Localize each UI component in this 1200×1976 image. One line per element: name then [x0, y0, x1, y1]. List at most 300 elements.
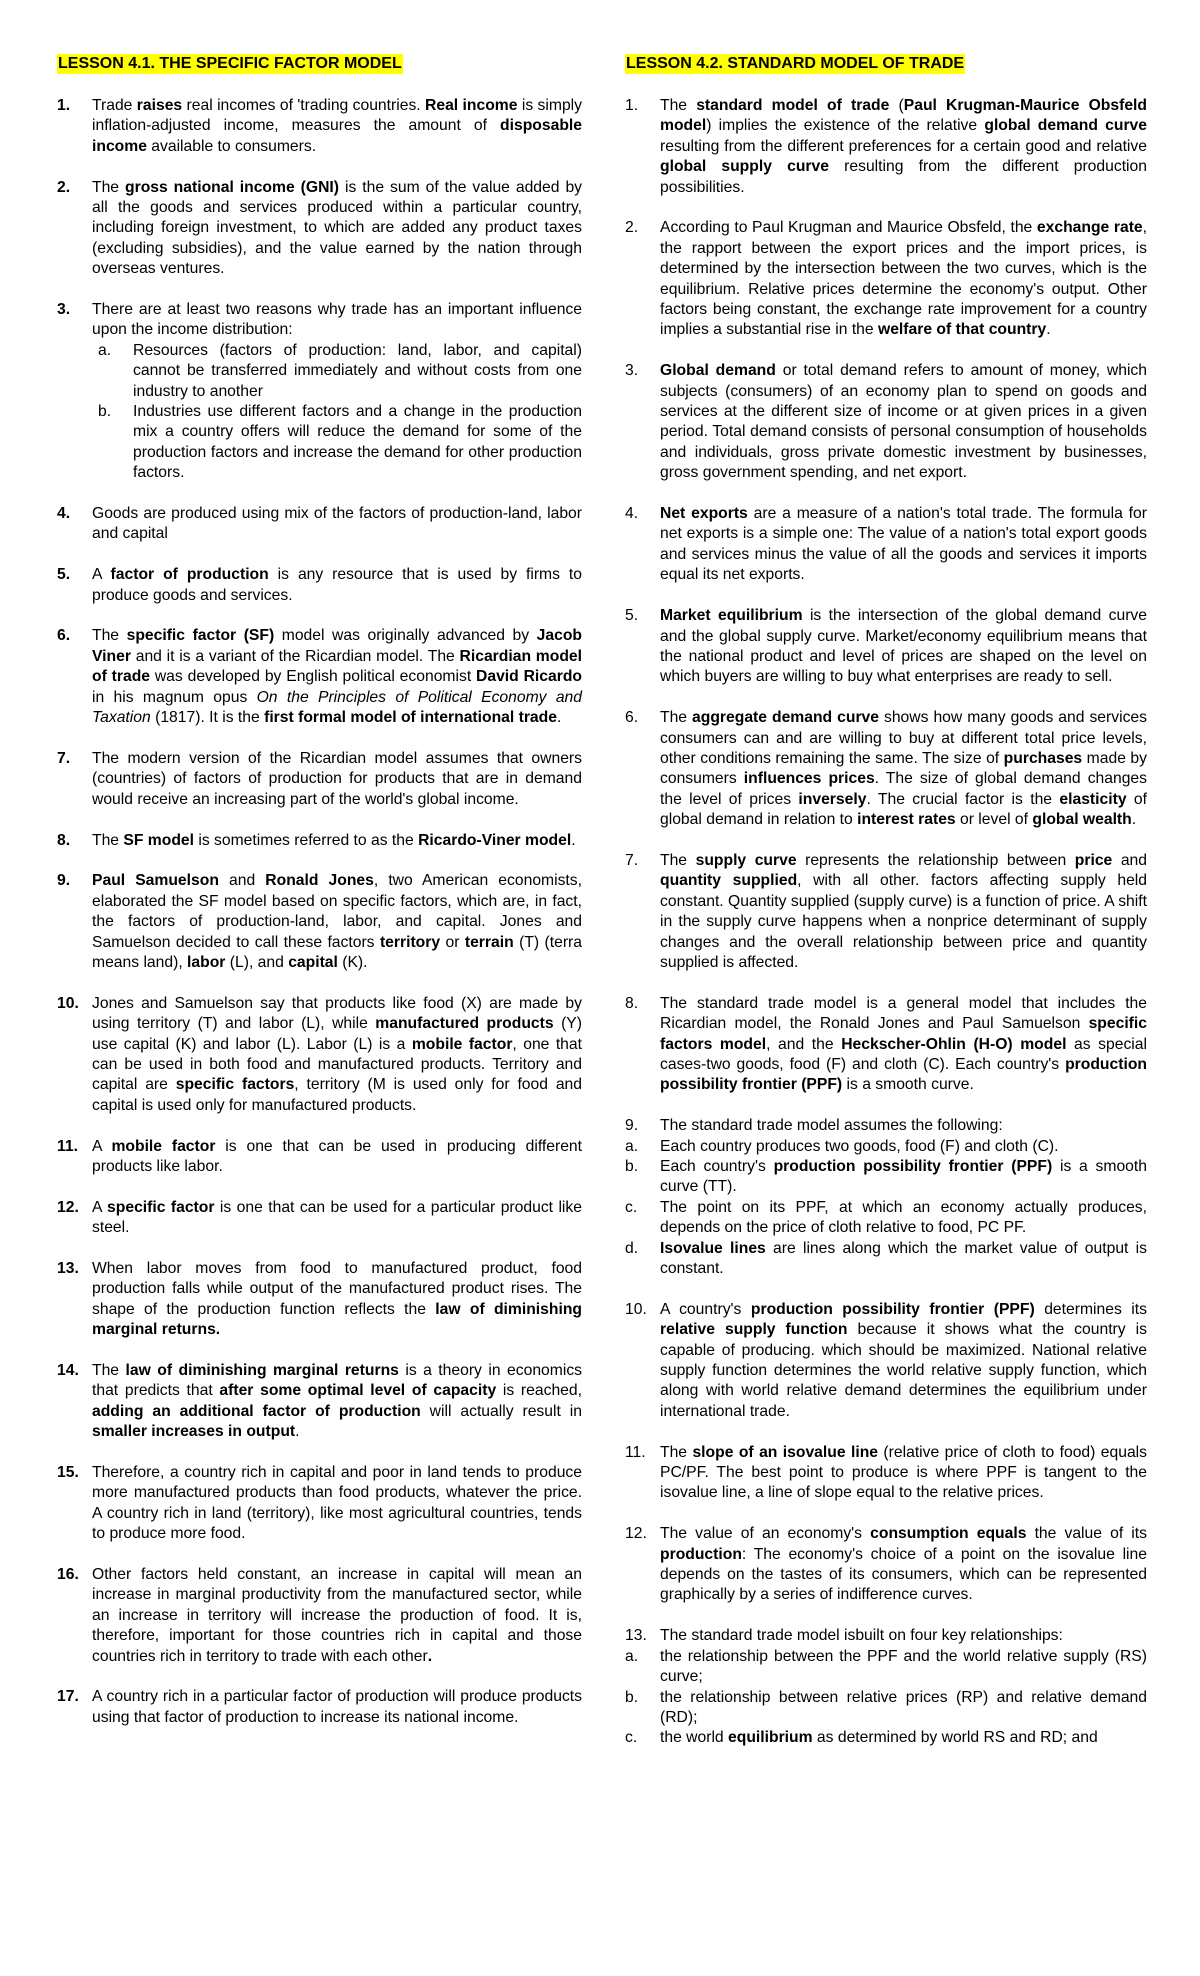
bold-term: standard model of trade	[696, 97, 890, 114]
item-number: 16.	[57, 1566, 79, 1584]
bold-term: Ronald Jones	[265, 872, 374, 890]
item-text	[92, 300, 582, 484]
item-text	[92, 1687, 582, 1728]
bold-term: SF model	[123, 831, 194, 849]
bold-term: .	[427, 1647, 433, 1665]
list-item	[625, 96, 1147, 198]
bold-term: specific factors	[175, 1076, 295, 1094]
item-paragraph	[92, 1137, 582, 1178]
bold-term: Ricardo-Viner model	[418, 831, 572, 849]
text-run: A	[92, 1198, 108, 1216]
text-run: The standard trade model isbuilt on four key relationships:	[660, 1627, 1063, 1645]
left-column	[57, 54, 582, 1749]
bold-term: Global demand	[660, 362, 776, 380]
item-text	[660, 218, 1147, 340]
item-number: 10.	[625, 1300, 647, 1318]
left-item-list	[57, 96, 582, 1728]
text-run: .	[556, 709, 562, 727]
text-run: A	[92, 1137, 112, 1155]
sub-item	[625, 1728, 1147, 1748]
text-run: or total demand refers to amount of money, which subjects (consumers) of an economy plan to spend on goods and services at the different size of income or at given prices in a given period. Total demand consists of personal consumption of households and individuals, gross private domestic investment by businesses, gross government spending, and net export.	[660, 362, 1147, 482]
bold-term: manufactured products	[375, 1015, 554, 1033]
list-item	[57, 994, 582, 1116]
item-text	[625, 1116, 1147, 1279]
item-paragraph	[660, 708, 1147, 830]
text-run: Industries use different factors and a change in the production mix a country offers will reduce the demand for some of the production factors and increase the demand for other production factors.	[133, 403, 582, 482]
text-run: (T) (terra means land),	[92, 933, 583, 971]
bold-term: aggregate demand curve	[692, 709, 879, 727]
item-number: 4.	[625, 505, 639, 523]
item-text	[92, 96, 582, 157]
item-number: 2.	[57, 178, 71, 196]
item-paragraph	[92, 300, 582, 341]
item-number: 7.	[57, 749, 71, 767]
sub-item-text	[660, 1157, 1147, 1198]
text-run: is a smooth curve (TT).	[660, 1158, 1147, 1196]
bold-term: specific factor (SF)	[126, 627, 275, 645]
sub-item-letter: b.	[98, 403, 112, 421]
bold-term: purchases	[1003, 749, 1083, 767]
text-run: , two American economists, elaborated the SF model based on specific factors, which are, in fact, the factors of production-land, labor, and capital. Jones and Samuelson decided to call these factors	[92, 872, 582, 951]
text-run: is a smooth curve.	[842, 1076, 974, 1094]
bold-term: inversely	[798, 790, 867, 808]
text-run: determines its	[1034, 1300, 1147, 1318]
text-run: was developed by English political economist	[150, 668, 477, 686]
item-number: 5.	[625, 607, 639, 625]
item-text	[660, 1443, 1147, 1504]
list-item	[625, 708, 1147, 830]
text-run: in his magnum opus	[92, 688, 257, 706]
bold-term: supply curve	[695, 851, 797, 869]
item-number: 2.	[625, 219, 639, 237]
item-text	[92, 871, 582, 973]
item-paragraph	[92, 1463, 582, 1545]
bold-term: mobile factor	[111, 1137, 216, 1155]
item-text	[660, 504, 1147, 586]
item-paragraph	[660, 96, 1147, 198]
text-run: The	[660, 851, 696, 869]
item-paragraph	[660, 1443, 1147, 1504]
bold-term: raises	[136, 97, 183, 114]
text-run: , one that can be used in both food and manufactured products. Territory and capital are	[92, 1035, 582, 1094]
list-item	[57, 1137, 582, 1178]
item-text	[660, 361, 1147, 483]
text-run: is the intersection of the global demand curve and the global supply curve. Market/economy equilibrium means that the national product and level of prices are shaped on the level on which buyers are willing to buy what enterprises are ready to sell.	[660, 607, 1147, 686]
text-run: are a measure of a nation's total trade. The formula for net exports is a simple one: The value of a nation's total export goods and services minus the value of all the goods and services it imports equal its net exports.	[660, 505, 1147, 584]
sub-list	[92, 341, 582, 484]
text-run: , the rapport between the export prices and the import prices, is determined by the intersection between the two curves, which is the equilibrium. Relative prices determine the economy's output. Other factors being constant, the exchange rate improvement for a country implies a substantial rise in the	[660, 219, 1147, 339]
text-run: A	[92, 566, 111, 584]
list-item	[625, 504, 1147, 586]
bold-term: Real income	[425, 97, 518, 114]
item-number: 13.	[625, 1627, 647, 1645]
list-item	[57, 1687, 582, 1728]
text-run: .	[1131, 811, 1137, 829]
bold-term: production possibility frontier (PPF)	[660, 1055, 1147, 1094]
item-number: 12.	[625, 1525, 647, 1543]
text-run: There are at least two reasons why trade has an important influence upon the income distribution:	[92, 301, 582, 339]
text-run: is simply inflation-adjusted income, measures the amount of	[92, 97, 582, 135]
sub-item	[625, 1198, 1147, 1239]
item-paragraph	[92, 178, 582, 280]
sub-item-letter: a.	[625, 1137, 639, 1155]
item-text	[92, 1198, 582, 1239]
sub-item	[92, 402, 582, 484]
item-number: 1.	[57, 97, 71, 114]
text-run: , with all other. factors affecting supply held constant. Quantity supplied (supply curve) is a function of price. A shift in the supply curve happens when a nonprice determinant of supply changes and the overall relationship between price and quantity supplied is affected.	[660, 872, 1148, 971]
text-run: . The size of global demand changes the level of prices	[660, 770, 1147, 808]
text-run: resulting from the different preferences for a certain good and relative	[660, 137, 1147, 155]
item-paragraph	[92, 831, 582, 851]
item-text	[92, 1137, 582, 1178]
sub-list	[625, 1137, 1147, 1280]
list-item	[625, 994, 1147, 1096]
bold-term: Paul Samuelson	[92, 872, 219, 890]
text-run: is any resource that is used by firms to produce goods and services.	[92, 566, 582, 604]
item-text	[92, 994, 582, 1116]
sub-item-text	[660, 1239, 1147, 1280]
sub-item	[625, 1688, 1147, 1729]
text-run: Goods are produced using mix of the factors of production-land, labor and capital	[92, 505, 582, 543]
text-run: The	[92, 627, 127, 645]
sub-item	[625, 1137, 1147, 1157]
text-run: will actually result in	[420, 1402, 582, 1420]
sub-item-letter: b.	[625, 1688, 639, 1706]
bold-term: first formal model of international trade	[264, 709, 557, 727]
item-paragraph	[92, 749, 582, 810]
item-text	[660, 96, 1147, 198]
text-run: The standard trade model assumes the following:	[660, 1117, 1003, 1135]
item-paragraph	[660, 1524, 1147, 1606]
bold-term: labor	[187, 953, 226, 971]
text-run: .	[1046, 321, 1051, 339]
bold-term: terrain	[464, 933, 514, 951]
text-run: , and the	[766, 1035, 842, 1053]
text-run: model was originally advanced by	[274, 627, 537, 645]
sub-item-text	[133, 402, 582, 484]
text-run: is the sum of the value added by all the goods and services produced within a particular country, including foreign investment, to which are added any product taxes (excluding subsidies), and the value earned by the nation through overseas ventures.	[92, 178, 583, 278]
sub-item-letter: a.	[98, 341, 112, 359]
list-item	[625, 1626, 1147, 1748]
text-run: (L), and	[225, 953, 289, 971]
bold-term: quantity supplied	[660, 872, 798, 890]
text-run: Other factors held constant, an increase in capital will mean an increase in marginal productivity from the manufactured sector, while an increase in territory will increase the production of food. It is, therefore, important for those countries rich in capital and those countries rich in territory to trade with each other	[92, 1566, 582, 1665]
bold-term: global demand curve	[984, 117, 1148, 135]
list-item	[57, 1565, 582, 1667]
bold-term: smaller increases in output	[92, 1423, 296, 1441]
right-column	[625, 54, 1147, 1769]
item-number: 15.	[57, 1464, 79, 1481]
text-run: A country rich in a particular factor of production will produce products using that factor of production to increase its national income.	[92, 1688, 582, 1726]
bold-term: global wealth	[1032, 811, 1132, 829]
text-run: According to Paul Krugman and Maurice Obsfeld, the	[660, 219, 1037, 237]
bold-term: mobile factor	[411, 1035, 513, 1053]
bold-term: specific factors model	[660, 1015, 1147, 1053]
text-run: The value of an economy's	[660, 1525, 871, 1543]
bold-term: global supply curve	[660, 158, 829, 176]
item-paragraph	[660, 1116, 1147, 1136]
list-item	[57, 178, 582, 280]
text-run: When labor moves from food to manufactured product, food production falls while output of the manufactured product rises. The shape of the production function reflects the	[92, 1259, 582, 1318]
item-number: 9.	[625, 1117, 639, 1135]
text-run: the value of its	[1026, 1525, 1147, 1543]
list-item	[57, 1463, 582, 1545]
item-paragraph	[660, 1626, 1147, 1646]
list-item	[57, 749, 582, 810]
lesson-4-2-title: LESSON 4.2. STANDARD MODEL OF TRADE	[626, 55, 965, 72]
item-text	[660, 606, 1147, 688]
sub-item-letter: c.	[625, 1729, 638, 1747]
bold-term: after some optimal level of capacity	[219, 1382, 497, 1400]
bold-term: capital	[288, 953, 338, 971]
text-run: The	[660, 709, 693, 727]
item-number: 11.	[57, 1137, 78, 1155]
bold-term: consumption equals	[870, 1525, 1027, 1543]
list-item	[57, 831, 582, 851]
item-paragraph	[660, 1300, 1147, 1422]
item-paragraph	[92, 994, 582, 1116]
text-run: are lines along which the market value of output is constant.	[660, 1239, 1147, 1278]
bold-term: gross national income (GNI)	[125, 178, 339, 196]
item-text	[660, 851, 1147, 973]
bold-term: influences prices	[743, 770, 875, 788]
list-item	[625, 1300, 1147, 1422]
text-run: shows how many goods and services consumers can and are willing to buy at different total price levels, other conditions remaining the same. The size of	[660, 709, 1147, 767]
text-run: The	[92, 831, 124, 849]
item-text	[92, 831, 582, 851]
item-number: 8.	[57, 831, 71, 849]
text-run: .	[571, 831, 576, 849]
item-paragraph	[660, 504, 1147, 586]
list-item	[57, 565, 582, 606]
bold-term: exchange rate	[1036, 219, 1143, 237]
sub-item	[625, 1647, 1147, 1688]
text-run: or level of	[955, 811, 1033, 829]
text-run: (1817). It is the	[150, 709, 265, 727]
text-run: The modern version of the Ricardian model assumes that owners (countries) of factors of production for products that are in demand would receive an increasing part of the world's global income.	[92, 749, 582, 808]
item-text	[660, 1300, 1147, 1422]
text-run: Jones and Samuelson say that products like food (X) are made by using territory (T) and labor (L), while	[92, 994, 582, 1033]
item-number: 14.	[57, 1361, 79, 1379]
text-run: The	[660, 97, 697, 114]
sub-item	[625, 1157, 1147, 1198]
text-run: .	[295, 1423, 300, 1441]
bold-term: Jacob Viner	[92, 627, 582, 665]
bold-term: territory	[379, 933, 441, 951]
text-run: and	[1112, 851, 1148, 869]
text-run: represents the relationship between	[796, 851, 1075, 869]
item-number: 8.	[625, 994, 639, 1012]
bold-term: David Ricardo	[476, 668, 582, 686]
text-run: (	[889, 97, 904, 114]
text-run: . The crucial factor is the	[866, 790, 1060, 808]
sub-item-letter: b.	[625, 1158, 639, 1175]
bold-term: Heckscher-Ohlin (H-O) model	[841, 1035, 1067, 1053]
text-run: (K).	[337, 953, 368, 971]
item-paragraph	[660, 218, 1147, 340]
item-number: 3.	[57, 301, 71, 319]
sub-list	[625, 1647, 1147, 1749]
text-run: available to consumers.	[146, 137, 317, 155]
item-number: 5.	[57, 566, 71, 584]
list-item	[625, 218, 1147, 340]
text-run: the relationship between the PPF and the world relative supply (RS) curve;	[660, 1647, 1147, 1686]
text-run: The standard trade model is a general model that includes the Ricardian model, the Ronald Jones and Paul Samuelson	[660, 994, 1147, 1033]
text-run: The	[92, 1361, 126, 1379]
bold-term: production possibility frontier (PPF)	[773, 1158, 1053, 1175]
list-item	[625, 851, 1147, 973]
item-paragraph	[660, 361, 1147, 483]
sub-item-letter: a.	[625, 1647, 639, 1665]
bold-term: specific factor	[107, 1198, 215, 1216]
item-number: 17.	[57, 1688, 79, 1706]
item-paragraph	[92, 1687, 582, 1728]
text-run: and it is a variant of the Ricardian model. The	[130, 647, 460, 665]
item-text	[660, 1524, 1147, 1606]
text-run: is one that can be used in producing different products like labor.	[92, 1137, 583, 1175]
item-number: 3.	[625, 362, 639, 380]
item-text	[92, 504, 582, 545]
list-item	[57, 626, 582, 728]
sub-item-letter: c.	[625, 1198, 638, 1216]
text-run: (Y) use capital (K) and labor (L). Labor (L) is a	[92, 1015, 582, 1053]
sub-item-text	[660, 1198, 1147, 1239]
item-text	[92, 565, 582, 606]
item-number: 11.	[625, 1443, 646, 1461]
list-item	[57, 871, 582, 973]
item-paragraph	[660, 606, 1147, 688]
item-text	[92, 1565, 582, 1667]
bold-term: interest rates	[857, 811, 956, 829]
list-item	[625, 606, 1147, 688]
sub-item	[625, 1239, 1147, 1280]
item-text	[92, 1259, 582, 1341]
item-paragraph	[92, 1259, 582, 1341]
text-run: is a theory in economics that predicts that	[92, 1361, 583, 1400]
item-paragraph	[92, 626, 582, 728]
text-run: Each country produces two goods, food (F) and cloth (C).	[660, 1137, 1059, 1155]
bold-term: law of diminishing marginal returns	[125, 1361, 399, 1379]
item-paragraph	[92, 96, 582, 157]
item-number: 9.	[57, 872, 71, 890]
text-run: the world	[660, 1729, 729, 1747]
bold-term: disposable income	[92, 117, 582, 155]
text-run: , territory (M is used only for food and capital is used only for manufactured products.	[92, 1076, 582, 1114]
list-item	[57, 1361, 582, 1443]
list-item	[57, 1198, 582, 1239]
bold-term: factor of production	[110, 566, 269, 584]
sub-item-text	[133, 341, 582, 402]
list-item	[625, 361, 1147, 483]
sub-item-letter: d.	[625, 1239, 639, 1257]
bold-term: Paul Krugman-Maurice Obsfeld model	[660, 97, 1147, 135]
text-run: Therefore, a country rich in capital and poor in land tends to produce more manufactured products than food products, whatever the price. A country rich in land (territory), like most agricultural countries, tends to produce more food.	[92, 1464, 582, 1543]
text-run: Resources (factors of production: land, labor, and capital) cannot be transferred immediately and without costs from one industry to another	[133, 341, 582, 400]
item-number: 4.	[57, 505, 71, 523]
item-number: 7.	[625, 851, 639, 869]
bold-term: Market equilibrium	[660, 607, 803, 625]
text-run: is reached,	[496, 1382, 582, 1400]
item-number: 6.	[57, 627, 71, 645]
text-run: the relationship between relative prices (RP) and relative demand (RD);	[660, 1688, 1147, 1726]
bold-term: Net exports	[660, 505, 748, 523]
bold-term: Ricardian model of trade	[92, 647, 583, 686]
bold-term: relative supply function	[660, 1321, 848, 1339]
item-text	[92, 178, 582, 280]
list-item	[57, 504, 582, 545]
item-text	[92, 626, 582, 728]
list-item	[625, 1524, 1147, 1606]
item-number: 6.	[625, 709, 639, 727]
italic-title: On the Principles of Political Economy and Taxation	[92, 688, 582, 727]
list-item	[625, 1443, 1147, 1504]
bold-term: price	[1074, 851, 1113, 869]
text-run: made by consumers	[660, 749, 1147, 788]
item-text	[660, 994, 1147, 1096]
bold-term: equilibrium	[728, 1729, 813, 1747]
text-run: A country's	[660, 1300, 751, 1318]
item-text	[92, 1361, 582, 1443]
text-run: is sometimes referred to as the	[194, 831, 419, 849]
item-number: 12.	[57, 1198, 79, 1216]
bold-term: law of diminishing marginal returns.	[92, 1300, 582, 1339]
text-run: The point on its PPF, at which an economy actually produces, depends on the price of cloth relative to food, PC PF.	[660, 1198, 1147, 1237]
sub-item	[92, 341, 582, 402]
item-text	[92, 749, 582, 810]
sub-item-text	[660, 1137, 1147, 1157]
bold-term: Isovalue lines	[660, 1239, 766, 1257]
item-text	[92, 1463, 582, 1545]
item-paragraph	[92, 1361, 582, 1443]
item-paragraph	[660, 851, 1147, 973]
item-paragraph	[92, 1198, 582, 1239]
item-paragraph	[92, 871, 582, 973]
list-item	[57, 96, 582, 157]
text-run: The	[92, 178, 125, 196]
text-run: The	[660, 1443, 693, 1461]
text-run: real incomes of 'trading countries.	[182, 97, 426, 114]
text-run: : The economy's choice of a point on the isovalue line depends on the tastes of its consumers, which can be represented graphically by a series of indifference curves.	[660, 1545, 1147, 1604]
sub-item-text	[660, 1647, 1147, 1688]
text-run: resulting from the different production possibilities.	[660, 158, 1147, 196]
text-run: is one that can be used for a particular product like steel.	[92, 1198, 582, 1237]
bold-term: slope of an isovalue line	[692, 1443, 879, 1461]
text-run: Trade	[92, 97, 137, 114]
text-run: ) implies the existence of the relative	[706, 117, 985, 135]
lesson-4-1-title: LESSON 4.1. THE SPECIFIC FACTOR MODEL	[58, 55, 402, 72]
item-number: 13.	[57, 1259, 79, 1277]
item-paragraph	[92, 504, 582, 545]
item-text	[660, 708, 1147, 830]
text-run: Each country's	[660, 1158, 774, 1175]
right-item-list	[625, 96, 1147, 1749]
item-number: 1.	[625, 97, 639, 114]
bold-term: welfare of that country	[878, 321, 1047, 339]
item-number: 10.	[57, 994, 79, 1012]
list-item	[57, 1259, 582, 1341]
list-item	[625, 1116, 1147, 1279]
list-item	[57, 300, 582, 484]
sub-item-text	[660, 1728, 1147, 1748]
text-run: as special cases-two goods, food (F) and cloth (C). Each country's	[660, 1035, 1148, 1073]
text-run: as determined by world RS and RD; and	[812, 1729, 1098, 1747]
text-run: or	[440, 933, 465, 951]
text-run: because it shows what the country is capable of producing. which should be maximized. National relative supply function determines the world relative supply function, which along with world relative demand determines the equilibrium under international trade.	[660, 1321, 1147, 1420]
item-paragraph	[92, 565, 582, 606]
bold-term: production	[660, 1545, 742, 1563]
item-paragraph	[92, 1565, 582, 1667]
bold-term: elasticity	[1059, 790, 1127, 808]
